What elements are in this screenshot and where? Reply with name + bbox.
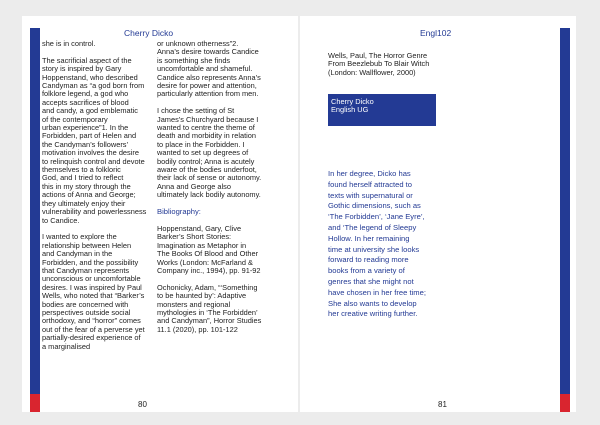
paragraph: I chose the setting of St James’s Churchyard because I wanted to centre the theme of death and morbidity in relation to place in the Forbidden. I wanted to set up degrees of bodily control; Anna is acutely aware of the bodies underfoot, their lack of sense or autonomy. Anna and George also ultimately lack bodily autonomy. — [157, 106, 262, 200]
page-number: 81 — [438, 400, 447, 409]
blue-side-band — [560, 28, 570, 394]
page-header-title: Cherry Dicko — [124, 28, 174, 38]
essay-column-2 — [157, 40, 292, 343]
blue-side-band — [30, 28, 40, 394]
paragraph: or unknown otherness”2. Anna’s desire towards Candice is something she finds uncomfortable and shameful. Candice also represents Anna’s desire for power and attention, particularly attention from men. — [157, 39, 261, 99]
reference-column — [328, 52, 458, 86]
bibliography-entry: Wells, Paul, The Horror Genre From Beezlebub To Blair Witch (London: Wallflower, 2000) — [328, 51, 430, 77]
left-page — [22, 16, 298, 412]
author-bio: In her degree, Dicko has found herself attracted to texts with supernatural or Gothic dimensions, such as ‘The Forbidden’, ‘Jane Eyre’, and ‘The legend of Sleepy Hollow. In her remaining time at university she looks forward to reading more books from a variety of genres that she might not have chosen in her free time; She also wants to develop her creative writing further. — [328, 169, 426, 319]
author-course: English UG — [331, 105, 369, 115]
page-number: 80 — [138, 400, 147, 409]
bibliography-entry: Hoppenstand, Gary, Clive Barker’s Short Stories: Imagination as Metaphor in The Books Of Blood and Other Works (London: McFarland & Company inc., 1994), pp. 91-92 — [157, 223, 261, 275]
right-page — [300, 16, 576, 412]
page-header-course: Engl102 — [420, 28, 452, 38]
essay-column-1 — [42, 40, 156, 359]
red-side-band — [30, 394, 40, 412]
author-box — [328, 94, 436, 126]
bibliography-entry: Ochonicky, Adam, “‘Something to be haunted by’: Adaptive monsters and regional mythologies in ‘The Forbidden’ and Candyman”, Horror Studies 11.1 (2020), pp. 101-122 — [157, 282, 262, 334]
paragraph: The sacrificial aspect of the story is inspired by Gary Hoppenstand, who described Candyman as “a god born from folklore legend, a god who accepts sacrifices of blood and candy, a god emblematic of the contemporary urban experience”1. In the Forbidden, part of Helen and the Candyman’s followers’ motivation involves the desire to relinquish control and devote themselves to a folkloric God, and I tried to reflect this in my story through the actions of Anna and George; they ultimately enjoy their vulnerability and powerlessness to Candice. — [42, 55, 147, 225]
bibliography-heading: Bibliography: — [157, 207, 201, 217]
paragraph: she is in control. — [42, 39, 96, 48]
red-side-band — [560, 394, 570, 412]
author-name: Cherry Dicko — [331, 97, 374, 106]
paragraph: I wanted to explore the relationship between Helen and Candyman in the Forbidden, and the possibility that Candyman represents unconscious or uncomfortable desires. I was inspired by Paul Wells, who noted that “Barker’s bodies are concerned with perspectives outside social orthodoxy, and “horror” comes out of the fear of a perverse yet partially-desired experience of a marginalised — [42, 232, 145, 351]
